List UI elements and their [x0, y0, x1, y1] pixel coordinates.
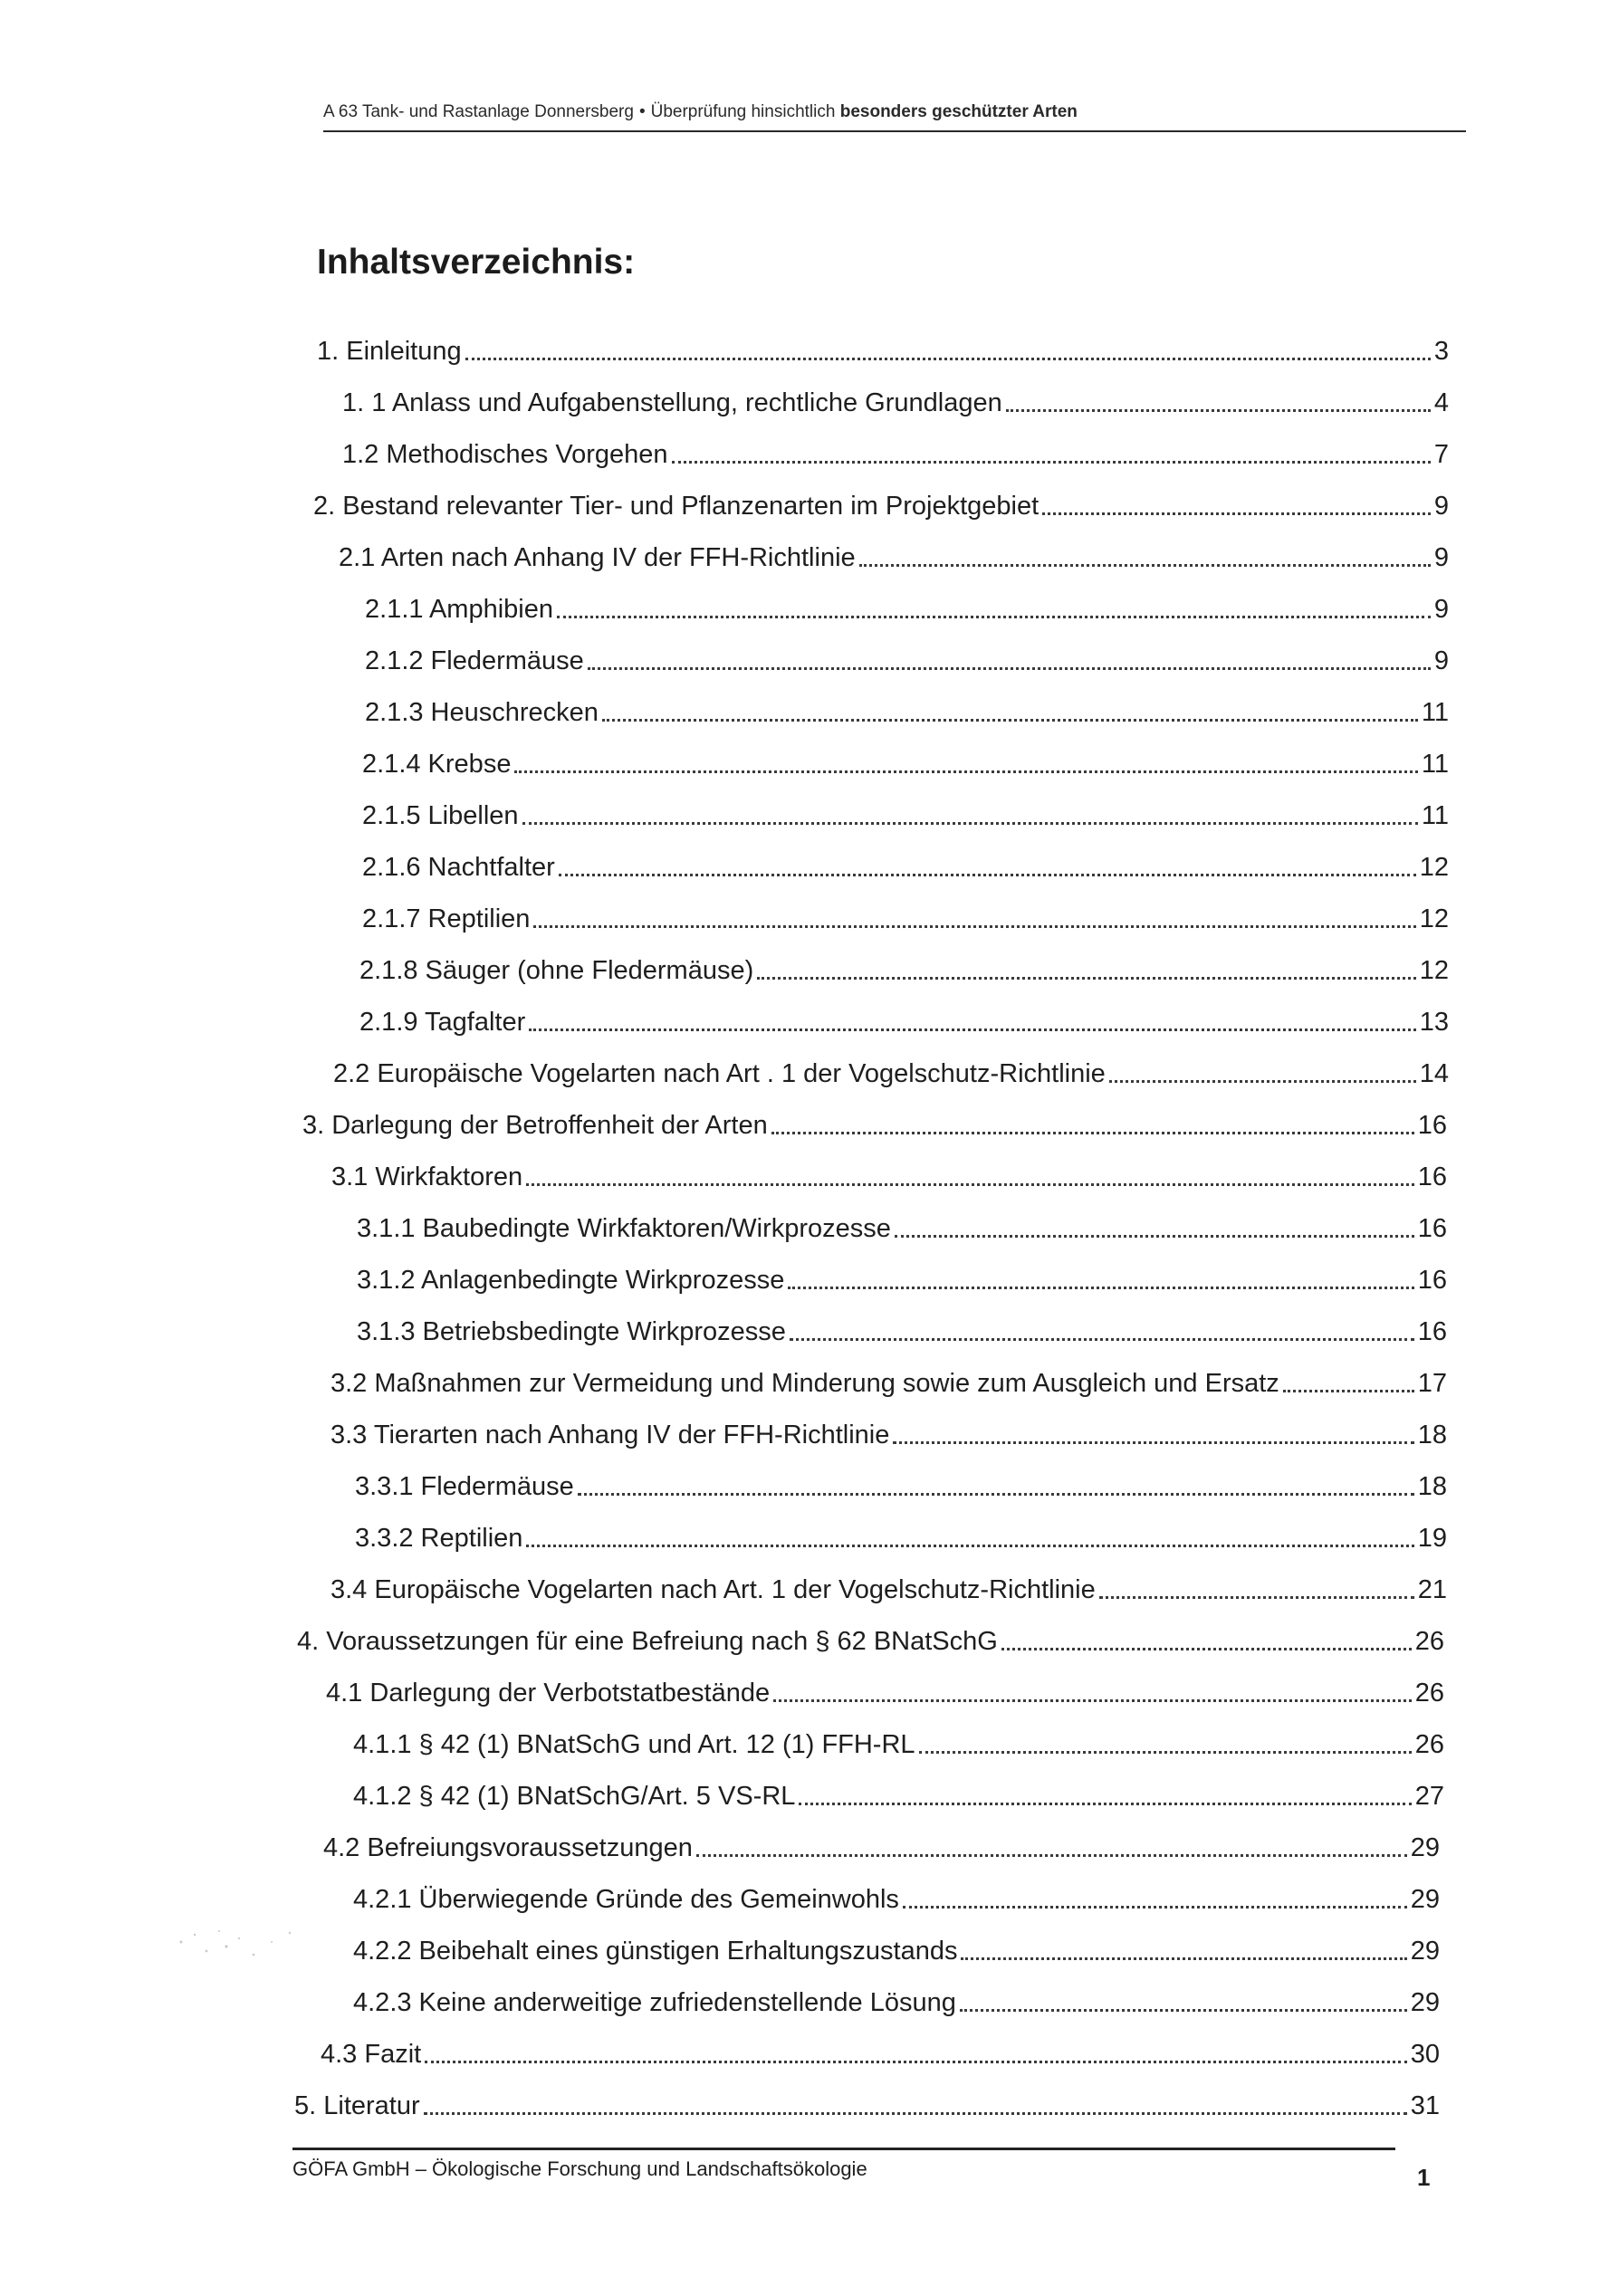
toc-dot-leader [602, 718, 1418, 722]
footer-rule [292, 2148, 1395, 2150]
toc-dot-leader [425, 2060, 1407, 2063]
toc-entry-page-number: 7 [1433, 440, 1449, 469]
toc-entry[interactable] [331, 1153, 1447, 1193]
toc-dot-leader [903, 1905, 1407, 1909]
toc-entry[interactable] [342, 379, 1449, 419]
toc-entry[interactable] [333, 1050, 1449, 1090]
toc-entry[interactable] [331, 1411, 1447, 1451]
toc-entry-page-number: 16 [1417, 1111, 1447, 1140]
toc-dot-leader [960, 2008, 1407, 2012]
toc-entry[interactable] [355, 1463, 1447, 1503]
toc-entry-label: 2.1.2 Fledermäuse [365, 646, 584, 675]
header-left-text: A 63 Tank- und Rastanlage Donnersberg [323, 102, 634, 121]
toc-entry-page-number: 26 [1414, 1730, 1444, 1759]
toc-entry-page-number: 16 [1417, 1162, 1447, 1191]
toc-entry-page-number: 12 [1419, 956, 1449, 985]
toc-entry-label: 3.2 Maßnahmen zur Vermeidung und Minderung sowie zum Ausgleich und Ersatz [331, 1369, 1279, 1398]
toc-dot-leader [526, 1544, 1413, 1547]
toc-entry[interactable] [326, 1669, 1444, 1709]
toc-entry-page-number: 29 [1410, 1885, 1440, 1914]
toc-entry[interactable] [357, 1257, 1447, 1296]
toc-entry-page-number: 19 [1417, 1524, 1447, 1553]
toc-entry-label: 2.1.9 Tagfalter [359, 1008, 526, 1037]
toc-entry-label: 3.1 Wirkfaktoren [331, 1162, 523, 1191]
toc-dot-leader [559, 873, 1416, 876]
toc-entry[interactable] [353, 1721, 1444, 1761]
toc-entry-label: 4.2.3 Keine anderweitige zufriedenstellende Lösung [353, 1988, 956, 2017]
toc-entry-label: 4.2.2 Beibehalt eines günstigen Erhaltungszustands [353, 1937, 958, 1966]
toc-dot-leader [771, 1131, 1414, 1134]
toc-dot-leader [919, 1750, 1412, 1754]
toc-dot-leader [424, 2111, 1407, 2115]
toc-dot-leader [757, 976, 1415, 980]
toc-dot-leader [578, 1492, 1414, 1496]
toc-entry[interactable] [353, 1928, 1440, 1967]
toc-dot-leader [514, 770, 1417, 773]
footer-page-number: 1 [1417, 2164, 1431, 2191]
toc-dot-leader [893, 1440, 1413, 1444]
toc-entry-label: 3.1.2 Anlagenbedingte Wirkprozesse [357, 1266, 785, 1295]
toc-entry-label: 4.1.2 § 42 (1) BNatSchG/Art. 5 VS-RL [353, 1782, 796, 1811]
toc-dot-leader [672, 460, 1431, 464]
toc-entry-page-number: 26 [1414, 1627, 1444, 1656]
toc-entry-label: 3.1.3 Betriebsbedingte Wirkprozesse [357, 1317, 786, 1346]
toc-entry-page-number: 26 [1414, 1679, 1444, 1708]
toc-entry-label: 3. Darlegung der Betroffenheit der Arten [302, 1111, 768, 1140]
toc-entry[interactable] [294, 2082, 1440, 2122]
toc-entry[interactable] [353, 1876, 1440, 1916]
toc-dot-leader [522, 821, 1418, 825]
toc-dot-leader [465, 357, 1431, 360]
toc-entry-label: 1. 1 Anlass und Aufgabenstellung, rechtliche Grundlagen [342, 388, 1002, 417]
toc-entry[interactable] [313, 483, 1449, 522]
toc-dot-leader [529, 1028, 1415, 1031]
toc-entry-label: 2.1.8 Säuger (ohne Fledermäuse) [359, 956, 754, 985]
header-right-text-bold: besonders geschützter Arten [839, 102, 1078, 121]
toc-entry-label: 4.1.1 § 42 (1) BNatSchG und Art. 12 (1) FFH-RL [353, 1730, 915, 1759]
toc-entry-page-number: 17 [1417, 1369, 1447, 1398]
toc-dot-leader [788, 1286, 1413, 1289]
toc-entry-label: 2.1 Arten nach Anhang IV der FFH-Richtlinie [339, 543, 856, 572]
toc-dot-leader [526, 1182, 1414, 1186]
toc-entry-label: 2.1.1 Amphibien [365, 595, 553, 624]
toc-entry-page-number: 29 [1410, 1833, 1440, 1862]
toc-entry[interactable] [365, 637, 1449, 677]
toc-entry-page-number: 11 [1421, 698, 1449, 727]
toc-entry[interactable] [365, 689, 1449, 729]
toc-entry-label: 3.3.1 Fledermäuse [355, 1472, 574, 1501]
toc-entry-page-number: 9 [1433, 543, 1449, 572]
toc-entry-page-number: 13 [1419, 1008, 1449, 1037]
toc-entry-label: 1. Einleitung [317, 337, 462, 366]
toc-dot-leader [1109, 1079, 1416, 1083]
toc-entry[interactable] [353, 1979, 1440, 2019]
toc-entry-label: 3.3 Tierarten nach Anhang IV der FFH-Richtlinie [331, 1421, 890, 1449]
toc-entry[interactable] [362, 792, 1449, 832]
toc-dot-leader [1283, 1389, 1414, 1392]
toc-entry-page-number: 29 [1410, 1988, 1440, 2017]
toc-entry-page-number: 9 [1433, 646, 1449, 675]
header-right-text: Überprüfung hinsichtlich [650, 102, 840, 121]
toc-entry-page-number: 31 [1410, 2091, 1440, 2120]
toc-entry[interactable] [357, 1205, 1447, 1245]
toc-entry-page-number: 18 [1417, 1472, 1447, 1501]
toc-entry[interactable] [302, 1102, 1447, 1142]
toc-entry-label: 2.1.7 Reptilien [362, 904, 531, 933]
toc-entry[interactable] [331, 1566, 1447, 1606]
header-separator: • [638, 102, 646, 121]
toc-entry-label: 2.1.5 Libellen [362, 801, 519, 830]
toc-entry-page-number: 18 [1417, 1421, 1447, 1449]
toc-entry-label: 4.1 Darlegung der Verbotstatbestände [326, 1679, 771, 1708]
toc-entry-page-number: 9 [1433, 492, 1449, 521]
toc-entry-page-number: 16 [1417, 1266, 1447, 1295]
toc-entry-page-number: 29 [1410, 1937, 1440, 1966]
toc-entry[interactable] [317, 328, 1449, 368]
toc-entry[interactable] [297, 1618, 1444, 1658]
toc-dot-leader [1006, 408, 1431, 412]
toc-dot-leader [961, 1956, 1406, 1960]
toc-dot-leader [773, 1698, 1412, 1702]
toc-entry-label: 1.2 Methodisches Vorgehen [342, 440, 668, 469]
footer-organization: GÖFA GmbH – Ökologische Forschung und Landschaftsökologie [292, 2157, 867, 2180]
scan-noise-speck [172, 1915, 308, 1969]
toc-entry[interactable] [355, 1515, 1447, 1555]
toc-entry-label: 4.2 Befreiungsvoraussetzungen [323, 1833, 693, 1862]
toc-entry-page-number: 16 [1417, 1214, 1447, 1243]
toc-entry-page-number: 3 [1433, 337, 1449, 366]
toc-entry[interactable] [357, 1308, 1447, 1348]
toc-entry-page-number: 11 [1421, 750, 1449, 779]
toc-entry[interactable] [362, 741, 1449, 780]
toc-entry-label: 2.1.3 Heuschrecken [365, 698, 599, 727]
toc-entry-page-number: 9 [1433, 595, 1449, 624]
toc-dot-leader [696, 1853, 1407, 1857]
toc-dot-leader [1001, 1647, 1412, 1650]
toc-entry-label: 5. Literatur [294, 2091, 420, 2120]
toc-entry-page-number: 27 [1414, 1782, 1444, 1811]
toc-entry-label: 2. Bestand relevanter Tier- und Pflanzenarten im Projektgebiet [313, 492, 1040, 521]
toc-dot-leader [799, 1802, 1411, 1805]
toc-entry[interactable] [339, 534, 1449, 574]
toc-entry[interactable] [321, 2031, 1440, 2071]
toc-entry[interactable] [365, 586, 1449, 626]
toc-dot-leader [1042, 512, 1431, 515]
toc-entry-page-number: 16 [1417, 1317, 1447, 1346]
toc-dot-leader [533, 924, 1415, 928]
toc-entry[interactable] [331, 1360, 1447, 1400]
toc-entry[interactable] [323, 1824, 1440, 1864]
toc-entry-label: 3.4 Europäische Vogelarten nach Art. 1 der Vogelschutz-Richtlinie [331, 1575, 1096, 1604]
toc-dot-leader [790, 1337, 1414, 1341]
toc-entry[interactable] [353, 1773, 1444, 1813]
toc-entry-page-number: 4 [1433, 388, 1449, 417]
toc-entry[interactable] [342, 431, 1449, 471]
page-title: Inhaltsverzeichnis: [317, 243, 636, 282]
toc-dot-leader [895, 1234, 1414, 1238]
toc-dot-leader [859, 563, 1431, 567]
toc-entry-page-number: 21 [1417, 1575, 1447, 1604]
toc-entry-page-number: 11 [1421, 801, 1449, 830]
toc-entry[interactable] [359, 947, 1449, 987]
toc-entry-label: 2.2 Europäische Vogelarten nach Art . 1 der Vogelschutz-Richtlinie [333, 1059, 1106, 1088]
toc-entry[interactable] [359, 999, 1449, 1038]
toc-entry-label: 3.1.1 Baubedingte Wirkfaktoren/Wirkprozesse [357, 1214, 891, 1243]
toc-entry-page-number: 30 [1410, 2040, 1440, 2069]
toc-dot-leader [588, 666, 1431, 670]
toc-entry-label: 2.1.6 Nachtfalter [362, 853, 555, 882]
toc-entry-page-number: 14 [1419, 1059, 1449, 1088]
toc-dot-leader [557, 615, 1431, 618]
toc-dot-leader [1099, 1595, 1414, 1599]
toc-entry-label: 4.2.1 Überwiegende Gründe des Gemeinwohls [353, 1885, 899, 1914]
toc-entry-page-number: 12 [1419, 904, 1449, 933]
toc-entry-page-number: 12 [1419, 853, 1449, 882]
toc-entry-label: 4.3 Fazit [321, 2040, 422, 2069]
toc-entry[interactable] [362, 844, 1449, 884]
toc-entry-label: 2.1.4 Krebse [362, 750, 512, 779]
toc-entry-label: 4. Voraussetzungen für eine Befreiung nach § 62 BNatSchG [297, 1627, 998, 1656]
toc-entry-label: 3.3.2 Reptilien [355, 1524, 523, 1553]
toc-entry[interactable] [362, 895, 1449, 935]
